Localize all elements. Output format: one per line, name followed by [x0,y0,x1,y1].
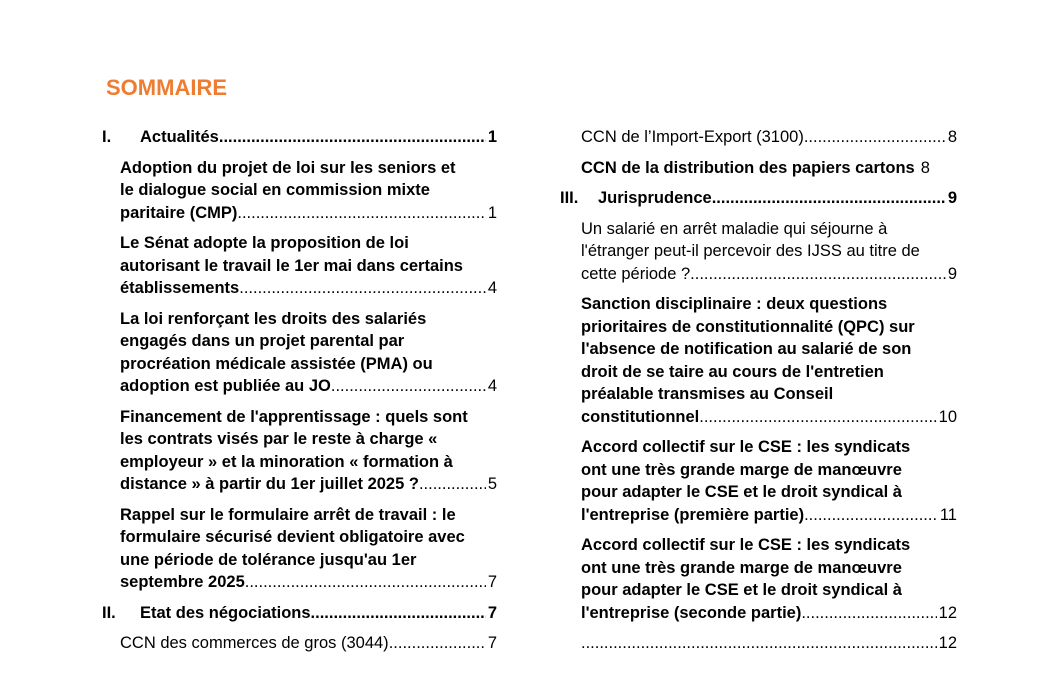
toc-entry-arret-travail[interactable] [120,504,497,594]
entry-line: autorisant le travail le 1er mai dans certains [120,256,463,275]
entry-line: Accord collectif sur le CSE : les syndicats [581,438,911,456]
section-label: Jurisprudence [598,189,712,207]
section-number: I. [102,128,112,146]
leader-dots [219,126,486,149]
toc-entry-pma[interactable] [120,308,497,398]
toc-section-jurisprudence[interactable] [560,187,957,210]
toc-entry-ijss-etranger[interactable] [581,218,957,286]
entry-line: l'entreprise (première partie) [581,505,805,524]
page-number: 1 [487,203,497,222]
entry-line: paritaire (CMP) [120,203,238,222]
entry-line: formulaire sécurisé devient obligatoire avec [120,528,465,546]
section-label: Actualités [140,128,219,146]
page-number: 8 [947,128,957,146]
entry-line: préalable transmises au Conseil [581,385,834,403]
entry-line: Un salarié en arrêt maladie qui séjourne à [581,219,888,238]
entry-line: engagés dans un projet parental par [120,332,405,350]
page-number: 9 [947,189,957,207]
entry-line: septembre 2025 [120,573,245,591]
entry-line: l'absence de notification au salarié de son [581,340,912,358]
page-number: 8 [920,158,930,177]
entry-line: procréation médicale assistée (PMA) ou [120,354,433,373]
entry-line: Adoption du projet de loi sur les seniors et [120,158,456,177]
page-number: 12 [938,603,957,622]
page-number: 7 [487,634,497,652]
entry-line: distance » à partir du 1er juillet 2025 ? [120,475,419,493]
entry-line: ont une très grande marge de manœuvre [581,460,902,479]
entry-line: les contrats visés par le reste à charge « [120,430,438,448]
entry-line: CCN des commerces de gros (3044) [120,634,389,652]
page-number: 7 [487,603,497,622]
page-number: 9 [947,264,957,283]
page-number: 5 [487,475,497,493]
leader-dots [804,126,946,149]
toc-entry-cse-seconde-partie[interactable] [581,534,957,624]
toc-entry-ccn-import-export[interactable] [581,126,957,149]
entry-line: le dialogue social en commission mixte [120,181,430,199]
entry-line: La loi renforçant les droits des salariés [120,309,427,328]
section-number: II. [102,603,116,622]
toc-entry-ccn-commerces-gros[interactable] [120,632,497,655]
toc-right-column [562,126,957,663]
page-number: 1 [487,128,497,146]
entry-line: cette période ? [581,264,691,283]
entry-line: adoption est publiée au JO [120,377,331,395]
toc-entry-seniors[interactable] [120,157,497,225]
toc-entry-senat-1er-mai[interactable] [120,232,497,300]
leader-dots [331,375,486,398]
leader-dots [237,202,485,225]
leader-dots [690,263,946,286]
page-number: 7 [487,573,497,591]
entry-line: Accord collectif sur le CSE : les syndicats [581,536,911,554]
cut-off-title [0,0,1058,12]
leader-dots [712,187,946,210]
entry-line: pour adapter le CSE et le droit syndical à [581,581,902,599]
toc-section-negociations[interactable] [102,602,497,625]
leader-dots [239,277,486,300]
toc-entry-ccn-papiers-cartons[interactable] [581,157,957,180]
toc-heading: SOMMAIRE [106,75,227,100]
leader-dots [245,571,486,594]
entry-line: prioritaires de constitutionnalité (QPC) sur [581,317,915,336]
entry-line: Le Sénat adopte la proposition de loi [120,234,409,252]
entry-line: employeur » et la minoration « formation à [120,452,453,471]
leader-dots [311,602,486,625]
section-number: III. [560,189,579,207]
page-number: 12 [938,634,957,652]
entry-line: CCN de la distribution des papiers cartons [581,158,915,177]
page-number: 11 [939,505,957,524]
page-number: 4 [487,377,497,395]
toc-entry-cse-premiere-partie[interactable] [581,436,957,526]
leader-dots [419,473,486,496]
leader-dots [389,632,486,655]
leader-dots [801,602,936,625]
page-number: 4 [487,279,497,297]
entry-line: droit de se taire au cours de l'entretien [581,362,884,381]
entry-line: Sanction disciplinaire : deux questions [581,295,888,313]
leader-dots [699,406,936,429]
section-label: Etat des négociations [140,603,311,622]
entry-line: ont une très grande marge de manœuvre [581,558,902,577]
toc-entry-apprentissage[interactable] [120,406,497,496]
entry-line: Financement de l'apprentissage : quels sont [120,407,468,426]
toc-section-actualites[interactable] [102,126,497,149]
leader-dots [581,632,937,655]
toc-left-column [102,126,497,663]
entry-line: Rappel sur le formulaire arrêt de travail : le [120,505,456,524]
entry-line: l'étranger peut-il percevoir des IJSS au titre de [581,242,920,260]
entry-line: l'entreprise (seconde partie) [581,603,802,622]
leader-dots [804,504,938,527]
entry-line: une période de tolérance jusqu'au 1er [120,550,417,569]
entry-line: CCN de l’Import-Export (3100) [581,128,804,146]
toc-entry-qpc-droit-taire[interactable] [581,293,957,428]
toc-entry-truncated[interactable] [581,632,957,655]
entry-line: établissements [120,279,240,297]
entry-line: pour adapter le CSE et le droit syndical à [581,483,902,501]
entry-line: constitutionnel [581,407,700,426]
page-number: 10 [938,407,957,426]
